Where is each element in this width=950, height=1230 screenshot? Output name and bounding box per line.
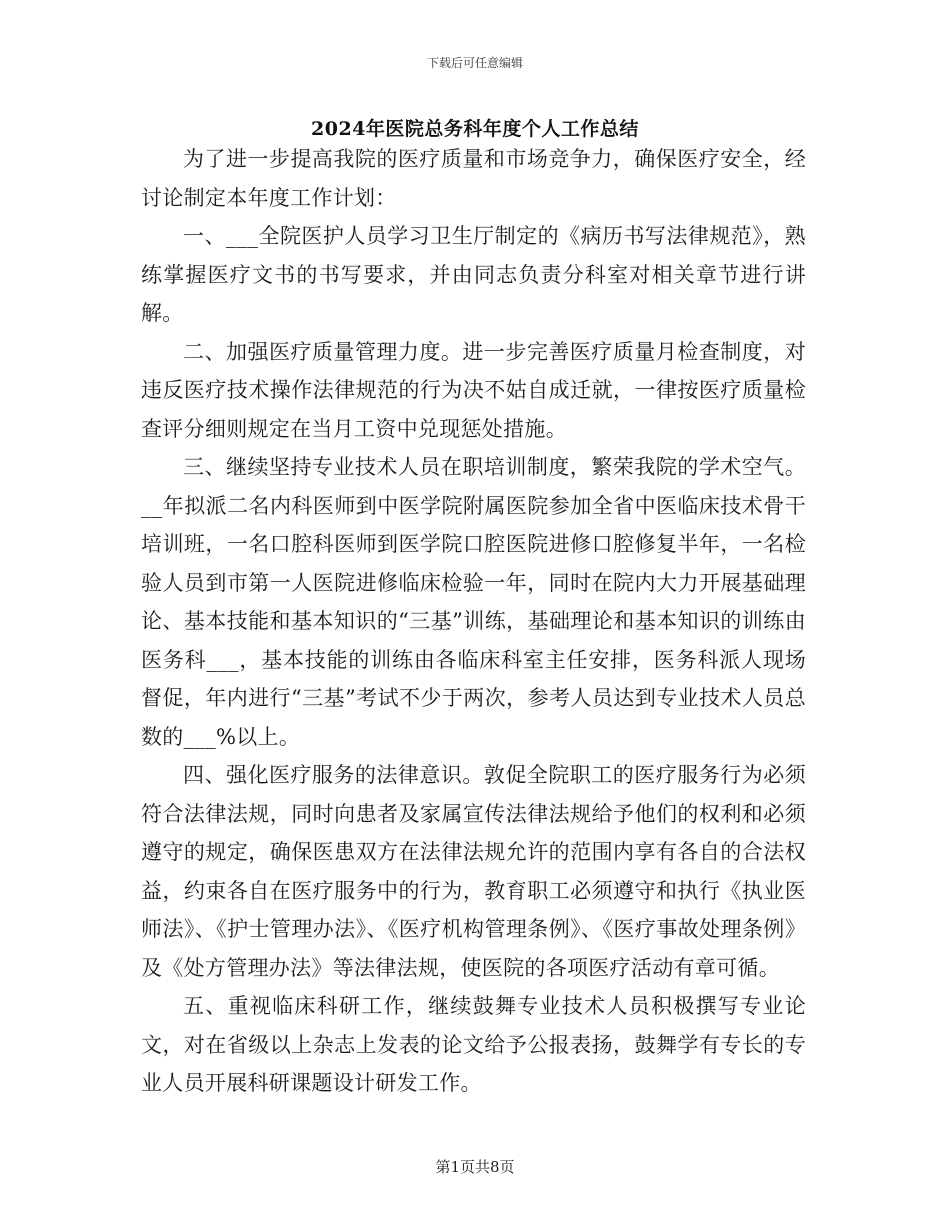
header-note: 下载后可任意编辑 [426, 56, 523, 70]
paragraph-intro: 为了进一步提高我院的医疗质量和市场竞争力，确保医疗安全，经讨论制定本年度工作计划： [141, 147, 806, 210]
paragraph-item-1: 一、___全院医护人员学习卫生厅制定的《病历书写法律规范》，熟练掌握医疗文书的书写要求，并由同志负责分科室对相关章节进行讲解。 [141, 224, 806, 325]
document-body [141, 140, 806, 1103]
paragraph-item-2: 二、加强医疗质量管理力度。进一步完善医疗质量月检查制度，对违反医疗技术操作法律规范的行为决不姑自成迁就，一律按医疗质量检查评分细则规定在当月工资中兑现惩处措施。 [141, 339, 806, 441]
paragraph-item-3: 三、继续坚持专业技术人员在职培训制度，繁荣我院的学术空气。__年拟派二名内科医师到中医学院附属医院参加全省中医临床技术骨干培训班，一名口腔科医师到医学院口腔医院进修口腔修复半年，一名检验人员到市第一人医院进修临床检验一年，同时在院内大力开展基础理论、基本技能和基本知识的“三基”训练，基础理论和基本知识的训练由医务科___，基本技能的训练由各临床科室主任安排，医务科派人现场督促，年内进行“三基”考试不少于两次，参考人员达到专业技术人员总数的___%以上。 [141, 455, 806, 749]
paragraph-item-5: 五、重视临床科研工作，继续鼓舞专业技术人员积极撰写专业论文，对在省级以上杂志上发表的论文给予公报表扬，鼓舞学有专长的专业人员开展科研课题设计研发工作。 [141, 994, 806, 1095]
paragraph-item-4: 四、强化医疗服务的法律意识。敦促全院职工的医疗服务行为必须符合法律法规，同时向患者及家属宣传法律法规给予他们的权利和必须遵守的规定，确保医患双方在法律法规允许的范围内享有各自的合法权益，约束各自在医疗服务中的行为，教育职工必须遵守和执行《执业医师法》、《护士管理办法》、《医疗机构管理条例》、《医疗事故处理条例》及《处方管理办法》等法律法规，使医院的各项医疗活动有章可循。 [141, 763, 806, 980]
document-title: 2024年医院总务科年度个人工作总结 [311, 118, 639, 140]
page-number: 第1页共8页 [435, 1158, 515, 1176]
